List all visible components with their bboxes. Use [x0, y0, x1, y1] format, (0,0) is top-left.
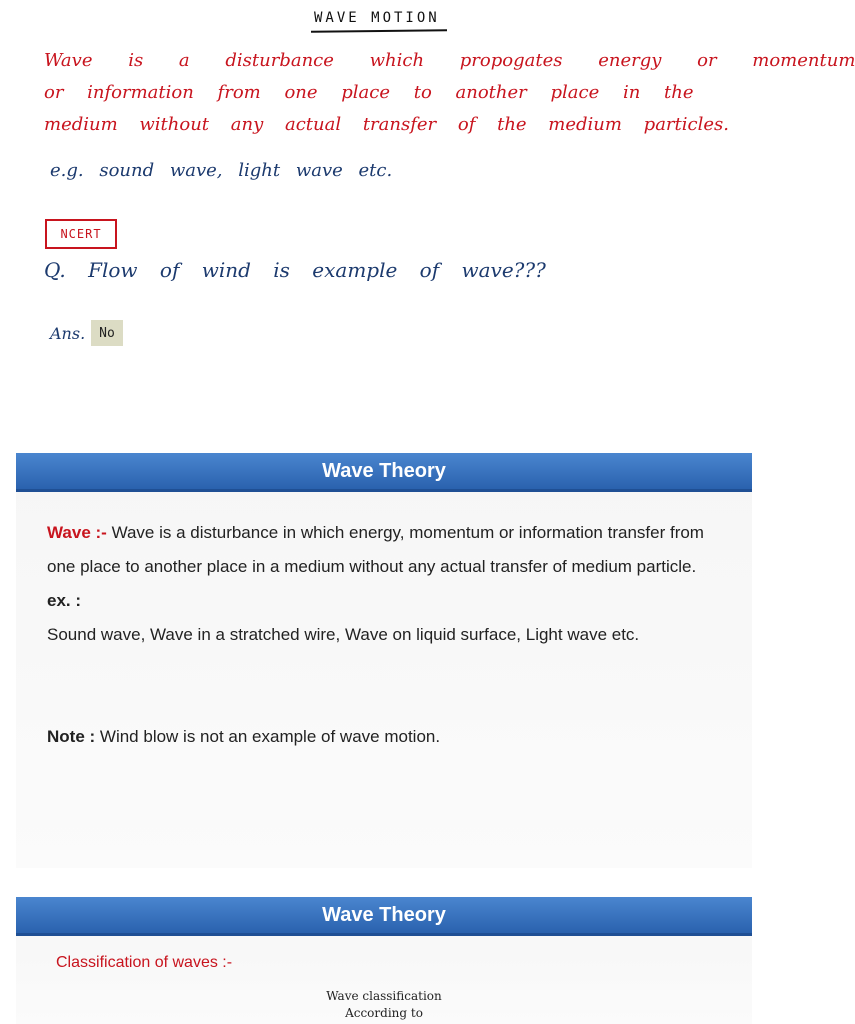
wave-term: Wave :- [47, 523, 107, 542]
diagram-subtitle: According to [345, 1006, 423, 1020]
notes-definition-line-2: or information from one place to another place in the [44, 82, 694, 103]
note-label: Note : [47, 727, 96, 746]
slide-header: Wave Theory [16, 897, 752, 936]
ncert-label: NCERT [60, 227, 102, 241]
example-text: Sound wave, Wave in a stratched wire, Wave on liquid surface, Light wave etc. [47, 625, 640, 644]
handwritten-notes [0, 0, 855, 430]
notes-example: e.g. sound wave, light wave etc. [50, 160, 393, 181]
classification-heading: Classification of waves :- [56, 954, 233, 971]
notes-question: Q. Flow of wind is example of wave??? [44, 258, 546, 282]
notes-definition-line-1: Wave is a disturbance which propogates energy or momentum [44, 50, 855, 71]
note-text: Wind blow is not an example of wave motion. [99, 727, 441, 746]
notes-title: WAVE MOTION [314, 10, 440, 26]
slide-header: Wave Theory [16, 453, 752, 492]
slide-wave-theory-1 [16, 453, 752, 868]
notes-answer-label: Ans. [50, 324, 86, 343]
example-label: ex. : [47, 591, 82, 610]
slide-wave-theory-2 [16, 897, 752, 1024]
note [47, 720, 722, 754]
diagram-title: Wave classification [326, 989, 442, 1003]
spacer [47, 652, 722, 720]
slide-body [16, 492, 752, 754]
title-underline [311, 29, 447, 32]
notes-answer-value: No [91, 320, 123, 346]
wave-definition [47, 516, 722, 584]
ncert-badge [45, 219, 117, 249]
wave-definition-text: Wave is a disturbance in which energy, momentum or information transfer from one place to another place in a medium without any actual transfer of medium particle. [47, 523, 704, 576]
notes-definition-line-3: medium without any actual transfer of the medium particles. [44, 114, 729, 135]
